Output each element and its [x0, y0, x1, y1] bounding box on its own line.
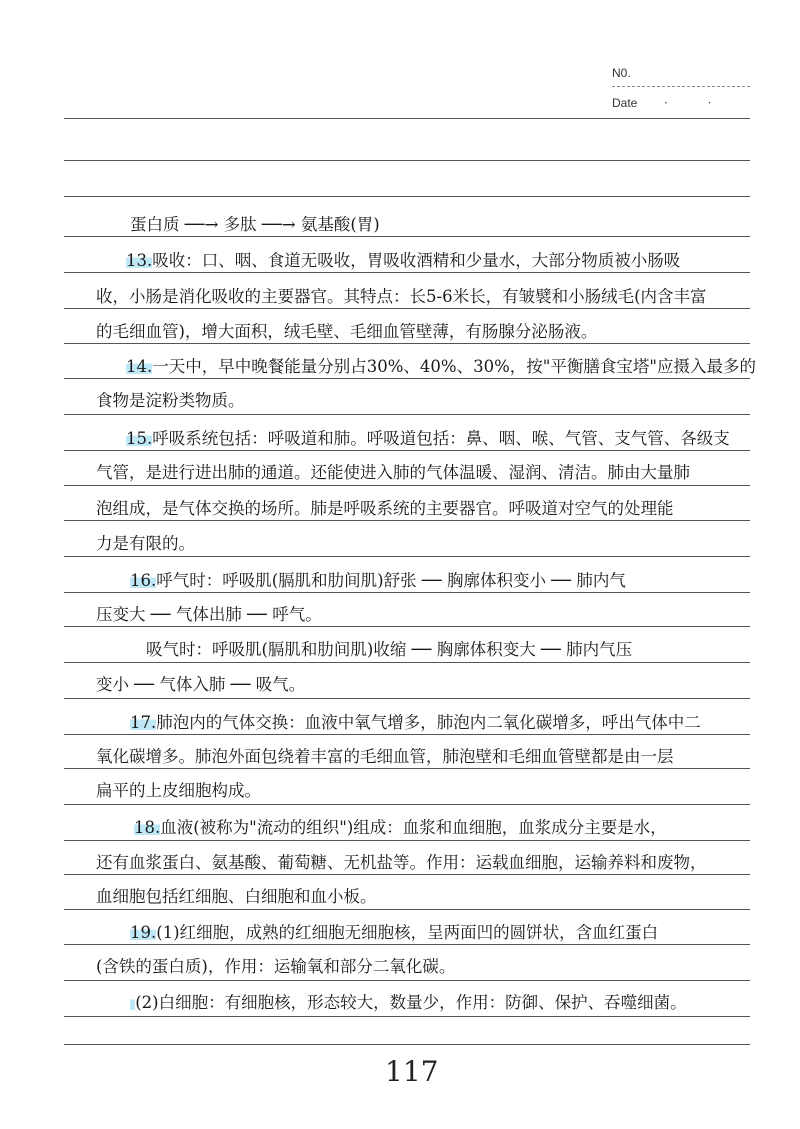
note-line-text: 吸收：口、咽、食道无吸收，胃吸收酒精和少量水，大部分物质被小肠吸	[152, 251, 681, 270]
note-line	[96, 598, 746, 632]
note-line-text: 收，小肠是消化吸收的主要器官。其特点：长5-6米长，有皱襞和小肠绒毛(内含丰富	[96, 287, 707, 306]
ruled-line	[64, 160, 750, 161]
note-line	[126, 244, 776, 278]
note-line	[126, 350, 776, 384]
note-line	[96, 668, 746, 702]
no-label: N0.	[612, 66, 631, 80]
ruled-line	[64, 118, 750, 119]
note-line-text: 一天中，早中晚餐能量分别占30%、40%、30%，按"平衡膳食宝塔"应摄入最多的	[152, 357, 756, 376]
note-line-text: (含铁的蛋白质)，作用：运输氧和部分二氧化碳。	[96, 957, 456, 976]
note-line	[130, 208, 780, 242]
note-line-text: 吸气时：呼吸肌(膈肌和肋间肌)收缩 ── 胸廓体积变大 ── 肺内气压	[146, 640, 633, 659]
note-line	[96, 456, 746, 490]
page-number: 117	[385, 1055, 439, 1088]
note-line-text: (1)红细胞，成熟的红细胞无细胞核，呈两面凹的圆饼状，含血红蛋白	[156, 923, 659, 942]
page-header	[612, 62, 752, 122]
note-line	[134, 811, 784, 845]
date-dots: · ·	[664, 96, 730, 110]
note-line-text: 呼气时：呼吸肌(膈肌和肋间肌)舒张 ── 胸廓体积变小 ── 肺内气	[156, 571, 626, 590]
item-number: 16.	[130, 571, 157, 590]
note-line	[96, 527, 746, 561]
note-line	[96, 492, 746, 526]
note-line-text: 蛋白质 ──→ 多肽 ──→ 氨基酸(胃)	[130, 215, 380, 234]
item-number: 18.	[134, 818, 161, 837]
note-line	[126, 422, 776, 456]
ruled-line	[64, 1044, 750, 1045]
note-line-text: 力是有限的。	[96, 534, 195, 553]
note-line	[130, 564, 780, 598]
note-line-text: 呼吸系统包括：呼吸道和肺。呼吸道包括：鼻、咽、喉、气管、支气管、各级支	[152, 429, 730, 448]
note-line-text: 氧化碳增多。肺泡外面包绕着丰富的毛细血管，肺泡壁和毛细血管壁都是由一层	[96, 747, 674, 766]
note-line	[146, 633, 796, 667]
note-line	[96, 315, 746, 349]
header-divider	[612, 86, 750, 87]
note-line-text: 泡组成，是气体交换的场所。肺是呼吸系统的主要器官。呼吸道对空气的处理能	[96, 499, 674, 518]
note-line	[96, 740, 746, 774]
note-line-text: 血液(被称为"流动的组织")组成：血浆和血细胞，血浆成分主要是水，	[160, 818, 667, 837]
note-line	[96, 774, 746, 808]
note-line-text: 还有血浆蛋白、氨基酸、葡萄糖、无机盐等。作用：运载血细胞，运输养料和废物，	[96, 853, 707, 872]
note-line-text: 扁平的上皮细胞构成。	[96, 781, 261, 800]
note-line	[96, 950, 746, 984]
note-line-text: 血细胞包括红细胞、白细胞和血小板。	[96, 887, 377, 906]
item-number: 17.	[130, 713, 157, 732]
note-line-text: 肺泡内的气体交换：血液中氧气增多，肺泡内二氧化碳增多，呼出气体中二	[156, 713, 701, 732]
note-line	[96, 280, 746, 314]
item-number: 19.	[130, 923, 157, 942]
note-line-text: 食物是淀粉类物质。	[96, 391, 245, 410]
note-line-text: 压变大 ── 气体出肺 ── 呼气。	[96, 605, 322, 624]
note-line-text: 的毛细血管)，增大面积，绒毛壁、毛细血管壁薄，有肠腺分泌肠液。	[96, 322, 598, 341]
note-line	[130, 986, 780, 1020]
note-line-text: (2)白细胞：有细胞核，形态较大，数量少，作用：防御、保护、吞噬细菌。	[135, 993, 687, 1012]
note-line	[130, 916, 780, 950]
item-number: 15.	[126, 429, 153, 448]
note-line	[96, 846, 746, 880]
note-line	[130, 706, 780, 740]
note-line	[96, 880, 746, 914]
item-number: 14.	[126, 357, 153, 376]
note-line	[96, 384, 746, 418]
note-line-text: 气管，是进行进出肺的通道。还能使进入肺的气体温暖、湿润、清洁。肺由大量肺	[96, 463, 690, 482]
date-label: Date	[612, 96, 638, 110]
ruled-line	[64, 196, 750, 197]
note-line-text: 变小 ── 气体入肺 ── 吸气。	[96, 675, 306, 694]
item-number: 13.	[126, 251, 153, 270]
